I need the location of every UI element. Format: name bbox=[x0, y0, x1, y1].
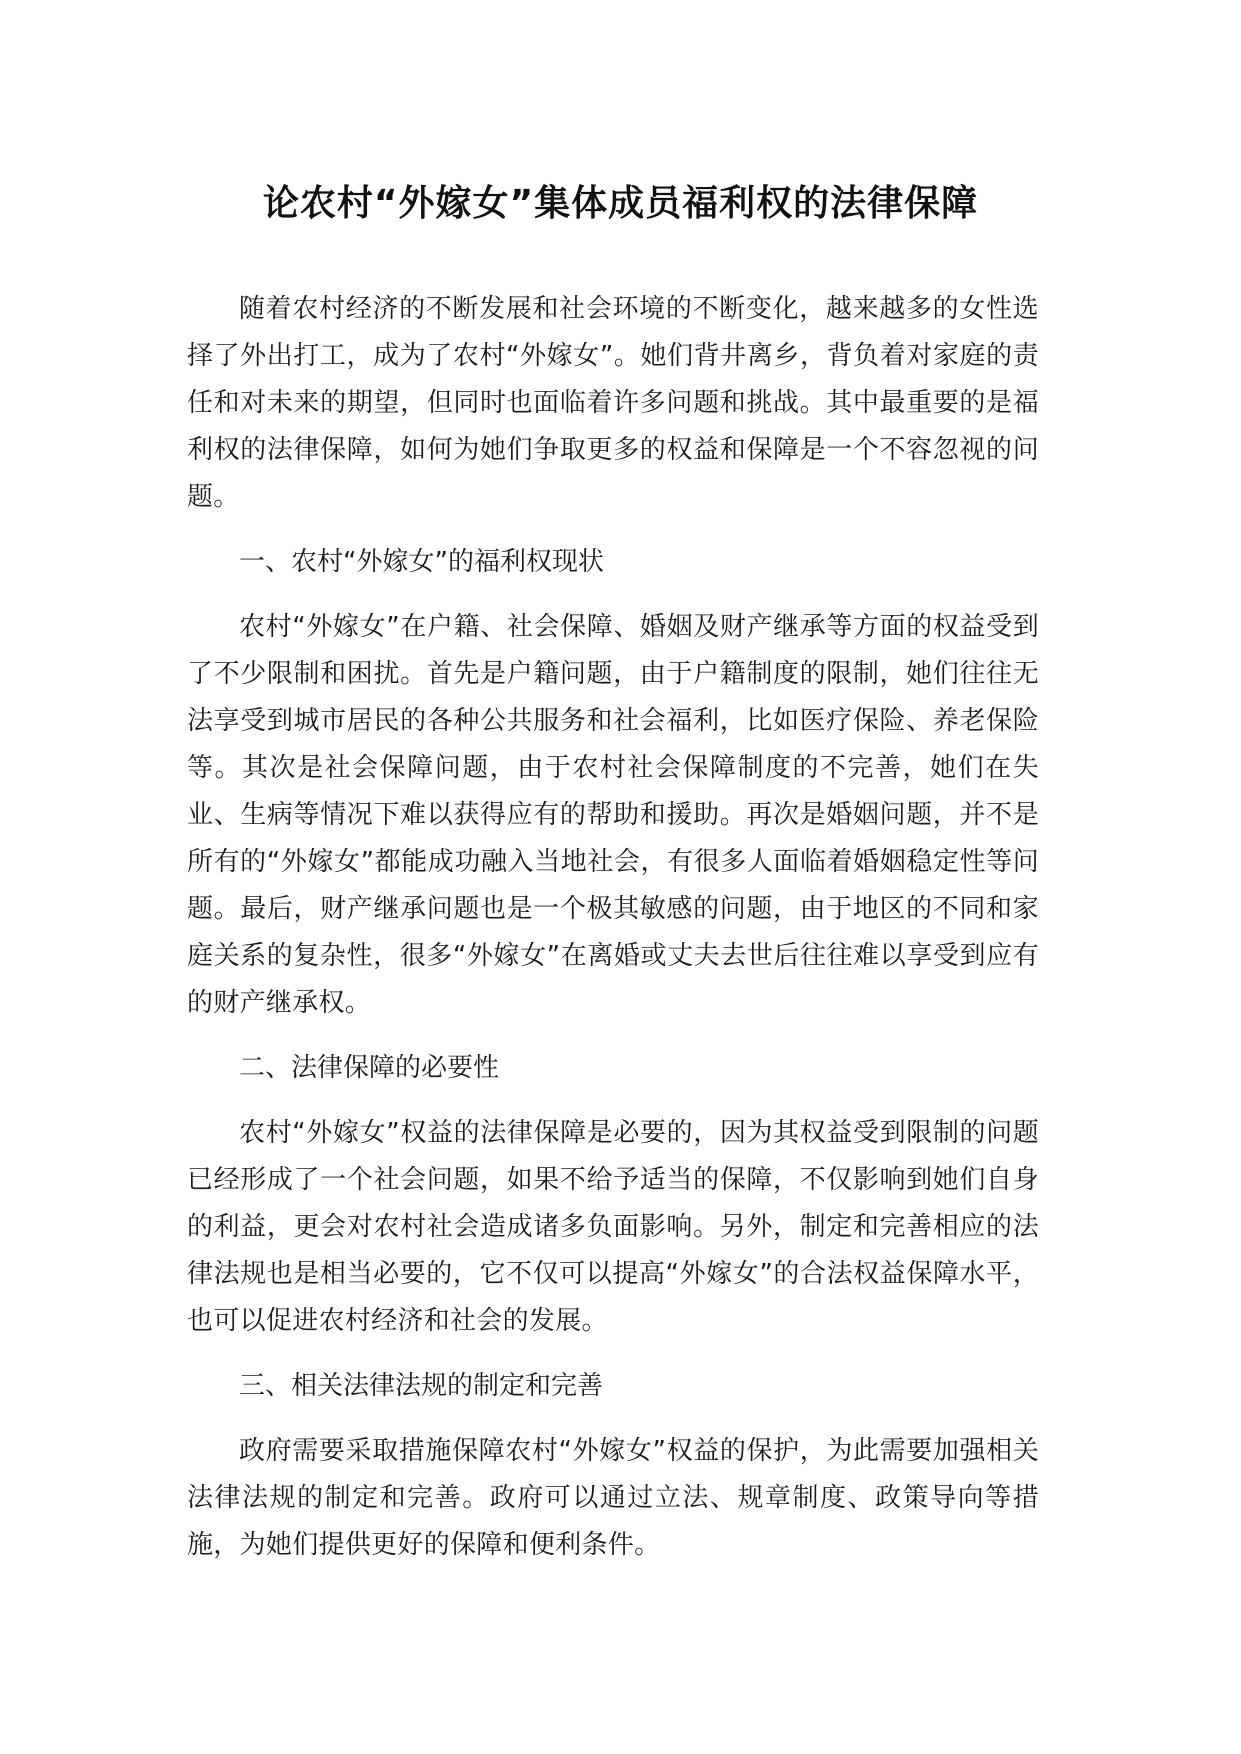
section-heading-3: 三、相关法律法规的制定和完善 bbox=[239, 1371, 604, 1401]
document-title: 论农村“外嫁女”集体成员福利权的法律保障 bbox=[262, 183, 979, 224]
section-heading-2: 二、法律保障的必要性 bbox=[239, 1053, 500, 1083]
document-body bbox=[187, 286, 1039, 1587]
section-3-paragraph: 政府需要采取措施保障农村“外嫁女”权益的保护，为此需要加强相关法律法规的制定和完善。政府可以通过立法、规章制度、政策导向等措施，为她们提供更好的保障和便利条件。 bbox=[187, 1436, 1039, 1560]
section-1-paragraph: 农村“外嫁女”在户籍、社会保障、婚姻及财产继承等方面的权益受到了不少限制和困扰。首先是户籍问题，由于户籍制度的限制，她们往往无法享受到城市居民的各种公共服务和社会福利，比如医疗保险、养老保险等。其次是社会保障问题，由于农村社会保障制度的不完善，她们在失业、生病等情况下难以获得应有的帮助和援助。再次是婚姻问题，并不是所有的“外嫁女”都能成功融入当地社会，有很多人面临着婚姻稳定性等问题。最后，财产继承问题也是一个极其敏感的问题，由于地区的不同和家庭关系的复杂性，很多“外嫁女”在离婚或丈夫去世后往往难以享受到应有的财产继承权。 bbox=[187, 612, 1039, 1018]
intro-paragraph: 随着农村经济的不断发展和社会环境的不断变化，越来越多的女性选择了外出打工，成为了农村“外嫁女”。她们背井离乡，背负着对家庭的责任和对未来的期望，但同时也面临着许多问题和挑战。其中最重要的是福利权的法律保障，如何为她们争取更多的权益和保障是一个不容忽视的问题。 bbox=[187, 294, 1039, 512]
section-2-paragraph: 农村“外嫁女”权益的法律保障是必要的，因为其权益受到限制的问题已经形成了一个社会问题，如果不给予适当的保障，不仅影响到她们自身的利益，更会对农村社会造成诸多负面影响。另外，制定和完善相应的法律法规也是相当必要的，它不仅可以提高“外嫁女”的合法权益保障水平，也可以促进农村经济和社会的发展。 bbox=[187, 1118, 1039, 1336]
section-heading-1: 一、农村“外嫁女”的福利权现状 bbox=[239, 547, 604, 577]
